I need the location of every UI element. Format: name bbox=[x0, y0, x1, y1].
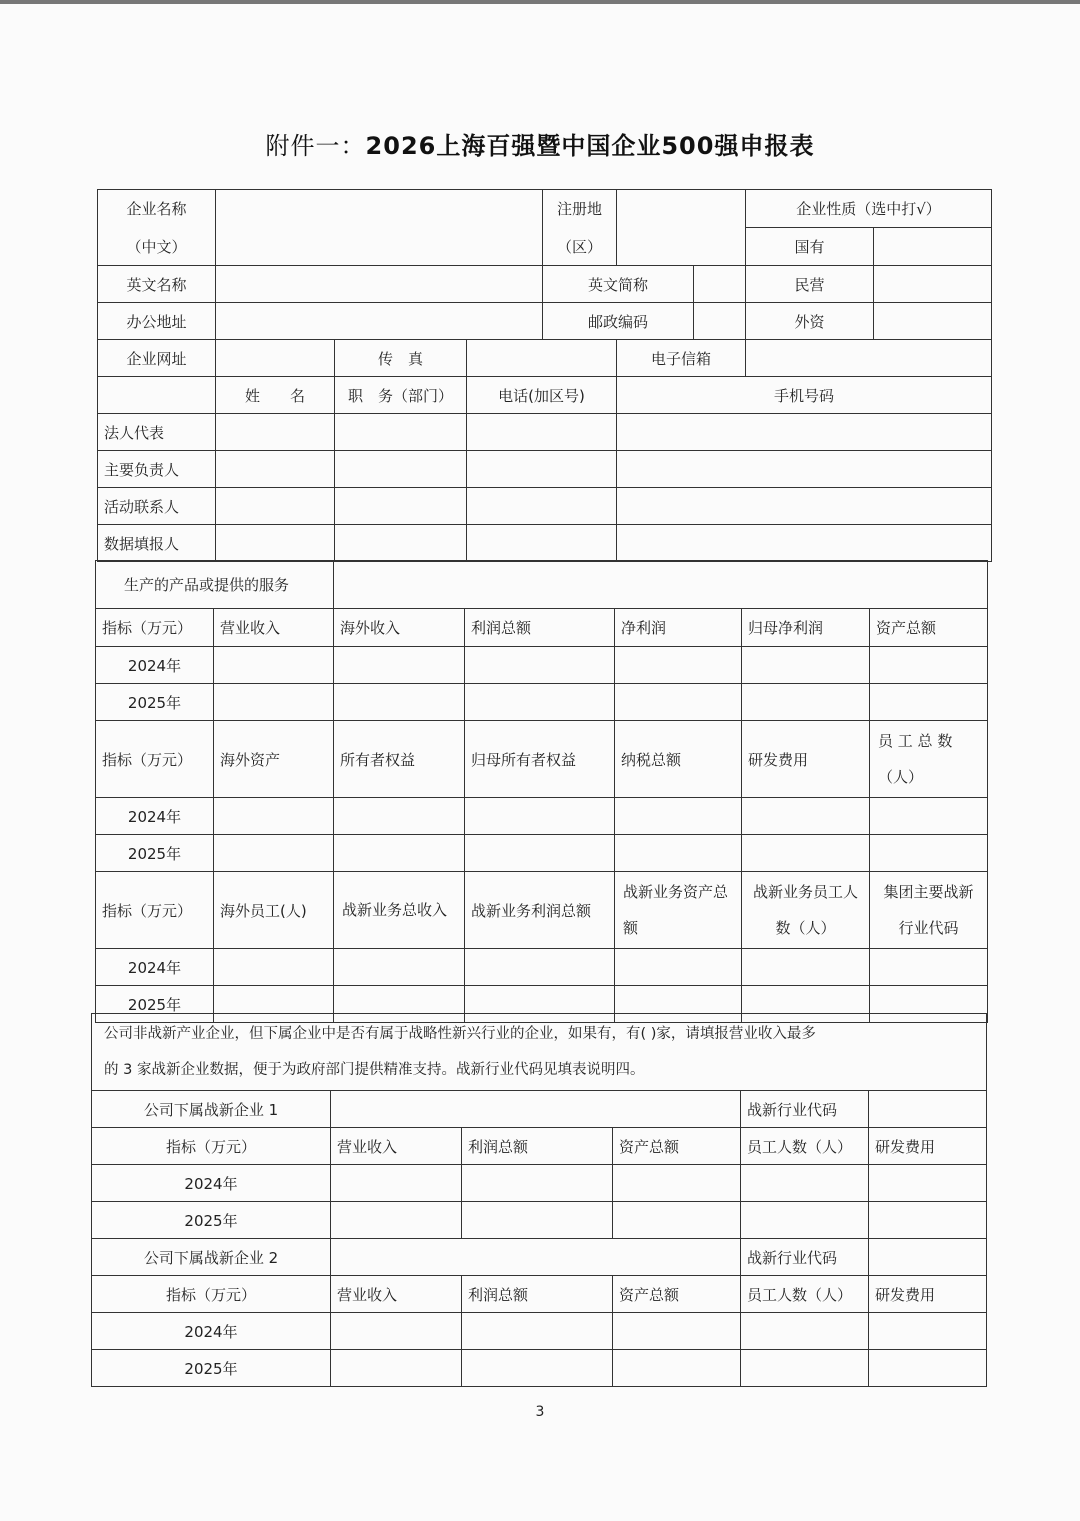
block3-header: 集团主要战新行业代码 bbox=[870, 872, 988, 949]
data-cell[interactable] bbox=[742, 684, 870, 721]
data-cell[interactable] bbox=[331, 1165, 462, 1202]
data-cell[interactable] bbox=[462, 1165, 613, 1202]
contact-cell[interactable] bbox=[216, 451, 335, 488]
indicator-label: 指标（万元） bbox=[96, 872, 214, 949]
website-field[interactable] bbox=[216, 340, 335, 377]
data-cell[interactable] bbox=[870, 798, 988, 835]
en-short-label: 英文简称 bbox=[543, 266, 694, 303]
sub-header: 员工人数（人） bbox=[741, 1276, 869, 1313]
block3-header: 海外员工(人) bbox=[214, 872, 334, 949]
company-nature-label: 企业性质（选中打√） bbox=[746, 190, 992, 228]
sub1-code-label: 战新行业代码 bbox=[741, 1091, 869, 1128]
contact-cell[interactable] bbox=[617, 488, 992, 525]
data-cell[interactable] bbox=[465, 684, 615, 721]
data-cell[interactable] bbox=[334, 684, 465, 721]
year-label: 2024年 bbox=[92, 1313, 331, 1350]
contact-cell[interactable] bbox=[216, 414, 335, 451]
data-cell[interactable] bbox=[613, 1350, 741, 1387]
subsidiary-1-label: 公司下属战新企业 1 bbox=[92, 1091, 331, 1128]
email-label: 电子信箱 bbox=[617, 340, 746, 377]
indicator-label: 指标（万元） bbox=[96, 609, 214, 647]
products-label: 生产的产品或提供的服务 bbox=[96, 561, 334, 609]
year-label: 2025年 bbox=[96, 986, 214, 1023]
contact-cell[interactable] bbox=[216, 488, 335, 525]
data-cell[interactable] bbox=[869, 1313, 987, 1350]
data-cell[interactable] bbox=[615, 684, 742, 721]
data-cell[interactable] bbox=[334, 835, 465, 872]
financial-table bbox=[95, 560, 988, 1023]
note-line-2: 的 3 家战新企业数据，便于为政府部门提供精准支持。战新行业代码见填表说明四。 bbox=[104, 1062, 645, 1078]
sub-header: 研发费用 bbox=[869, 1276, 987, 1313]
data-cell[interactable] bbox=[465, 835, 615, 872]
block1-header: 归母净利润 bbox=[742, 609, 870, 647]
company-name-sub: （中文） bbox=[98, 228, 216, 266]
en-short-field[interactable] bbox=[694, 266, 746, 303]
scan-top-edge bbox=[0, 0, 1080, 4]
data-cell[interactable] bbox=[331, 1313, 462, 1350]
reg-place-field[interactable] bbox=[617, 190, 746, 266]
fax-field[interactable] bbox=[467, 340, 617, 377]
data-cell[interactable] bbox=[465, 798, 615, 835]
block3-header: 战新业务利润总额 bbox=[465, 872, 615, 949]
sub-header: 利润总额 bbox=[462, 1276, 613, 1313]
state-owned-check[interactable] bbox=[874, 228, 992, 266]
private-label: 民营 bbox=[746, 266, 874, 303]
office-addr-label: 办公地址 bbox=[98, 303, 216, 340]
data-cell[interactable] bbox=[334, 949, 465, 986]
data-cell[interactable] bbox=[615, 949, 742, 986]
data-cell[interactable] bbox=[742, 798, 870, 835]
subsidiary-table bbox=[91, 1013, 987, 1387]
data-cell[interactable] bbox=[613, 1165, 741, 1202]
page-title bbox=[0, 126, 1080, 161]
contact-row-label: 活动联系人 bbox=[98, 488, 216, 525]
fax-label: 传 真 bbox=[335, 340, 467, 377]
data-cell[interactable] bbox=[214, 798, 334, 835]
en-name-field[interactable] bbox=[216, 266, 543, 303]
page-number: 3 bbox=[535, 1404, 545, 1420]
data-cell[interactable] bbox=[615, 835, 742, 872]
contact-cell[interactable] bbox=[335, 525, 467, 562]
reg-place-sub: （区） bbox=[543, 228, 617, 266]
data-cell[interactable] bbox=[615, 647, 742, 684]
sub2-code-label: 战新行业代码 bbox=[741, 1239, 869, 1276]
block1-header: 利润总额 bbox=[465, 609, 615, 647]
contact-row-label: 法人代表 bbox=[98, 414, 216, 451]
year-label: 2025年 bbox=[92, 1202, 331, 1239]
data-cell[interactable] bbox=[741, 1313, 869, 1350]
sub2-code-field[interactable] bbox=[869, 1239, 987, 1276]
contact-title-header: 职 务（部门） bbox=[335, 377, 467, 414]
contact-cell[interactable] bbox=[617, 451, 992, 488]
contact-phone-header: 电话(加区号) bbox=[467, 377, 617, 414]
data-cell[interactable] bbox=[870, 647, 988, 684]
contact-cell[interactable] bbox=[617, 525, 992, 562]
contact-cell[interactable] bbox=[467, 414, 617, 451]
title-main: 2026上海百强暨中国企业500强申报表 bbox=[365, 132, 815, 160]
subsidiary-2-label: 公司下属战新企业 2 bbox=[92, 1239, 331, 1276]
postal-code-label: 邮政编码 bbox=[543, 303, 694, 340]
contact-cell[interactable] bbox=[335, 488, 467, 525]
data-cell[interactable] bbox=[870, 835, 988, 872]
contact-row-label: 主要负责人 bbox=[98, 451, 216, 488]
data-cell[interactable] bbox=[214, 684, 334, 721]
year-label: 2024年 bbox=[92, 1165, 331, 1202]
data-cell[interactable] bbox=[869, 1350, 987, 1387]
data-cell[interactable] bbox=[462, 1313, 613, 1350]
year-label: 2025年 bbox=[92, 1350, 331, 1387]
contact-cell[interactable] bbox=[467, 525, 617, 562]
email-field[interactable] bbox=[746, 340, 992, 377]
products-field[interactable] bbox=[334, 561, 988, 609]
block1-header: 海外收入 bbox=[334, 609, 465, 647]
block2-header: 员 工 总 数（人） bbox=[870, 721, 988, 798]
en-name-label: 英文名称 bbox=[98, 266, 216, 303]
title-prefix: 附件一： bbox=[265, 132, 366, 160]
foreign-check[interactable] bbox=[874, 303, 992, 340]
office-addr-field[interactable] bbox=[216, 303, 543, 340]
sub1-code-field[interactable] bbox=[869, 1091, 987, 1128]
sub-header: 资产总额 bbox=[613, 1128, 741, 1165]
year-label: 2025年 bbox=[96, 835, 214, 872]
data-cell[interactable] bbox=[870, 684, 988, 721]
data-cell[interactable] bbox=[462, 1350, 613, 1387]
block2-header: 所有者权益 bbox=[334, 721, 465, 798]
data-cell[interactable] bbox=[742, 647, 870, 684]
data-cell[interactable] bbox=[613, 1202, 741, 1239]
data-cell[interactable] bbox=[613, 1313, 741, 1350]
contact-cell[interactable] bbox=[617, 414, 992, 451]
indicator-label: 指标（万元） bbox=[92, 1128, 331, 1165]
block1-header: 资产总额 bbox=[870, 609, 988, 647]
contact-cell[interactable] bbox=[467, 451, 617, 488]
subsidiary-1-name-field[interactable] bbox=[331, 1091, 741, 1128]
website-label: 企业网址 bbox=[98, 340, 216, 377]
data-cell[interactable] bbox=[214, 835, 334, 872]
contact-cell[interactable] bbox=[335, 451, 467, 488]
block2-header: 归母所有者权益 bbox=[465, 721, 615, 798]
year-label: 2025年 bbox=[96, 684, 214, 721]
data-cell[interactable] bbox=[742, 949, 870, 986]
block1-header: 净利润 bbox=[615, 609, 742, 647]
data-cell[interactable] bbox=[742, 835, 870, 872]
data-cell[interactable] bbox=[465, 647, 615, 684]
contact-cell[interactable] bbox=[216, 525, 335, 562]
block3-header: 战新业务员工人数（人） bbox=[742, 872, 870, 949]
data-cell[interactable] bbox=[334, 798, 465, 835]
sub-header: 营业收入 bbox=[331, 1128, 462, 1165]
sub-header: 研发费用 bbox=[869, 1128, 987, 1165]
reg-place-label: 注册地 bbox=[543, 190, 617, 228]
state-owned-label: 国有 bbox=[746, 228, 874, 266]
block1-header: 营业收入 bbox=[214, 609, 334, 647]
block2-header: 纳税总额 bbox=[615, 721, 742, 798]
contact-name-header: 姓 名 bbox=[216, 377, 335, 414]
year-label: 2024年 bbox=[96, 647, 214, 684]
data-cell[interactable] bbox=[465, 949, 615, 986]
block2-header: 海外资产 bbox=[214, 721, 334, 798]
contact-cell[interactable] bbox=[335, 414, 467, 451]
block3-header: 战新业务资产总额 bbox=[615, 872, 742, 949]
sub-header: 员工人数（人） bbox=[741, 1128, 869, 1165]
year-label: 2024年 bbox=[96, 949, 214, 986]
company-name-field[interactable] bbox=[216, 190, 543, 266]
data-cell[interactable] bbox=[615, 798, 742, 835]
data-cell[interactable] bbox=[462, 1202, 613, 1239]
data-cell[interactable] bbox=[870, 949, 988, 986]
sub-header: 营业收入 bbox=[331, 1276, 462, 1313]
data-cell[interactable] bbox=[869, 1202, 987, 1239]
contacts-corner bbox=[98, 377, 216, 414]
basic-info-table bbox=[97, 189, 992, 562]
data-cell[interactable] bbox=[741, 1350, 869, 1387]
data-cell[interactable] bbox=[741, 1165, 869, 1202]
contact-cell[interactable] bbox=[467, 488, 617, 525]
data-cell[interactable] bbox=[741, 1202, 869, 1239]
foreign-label: 外资 bbox=[746, 303, 874, 340]
contact-row-label: 数据填报人 bbox=[98, 525, 216, 562]
note-line-1: 公司非战新产业企业，但下属企业中是否有属于战略性新兴行业的企业，如果有，有( )家，请填报营业收入最多 bbox=[104, 1026, 816, 1042]
sub-header: 利润总额 bbox=[462, 1128, 613, 1165]
data-cell[interactable] bbox=[331, 1202, 462, 1239]
data-cell[interactable] bbox=[334, 647, 465, 684]
sub-header: 资产总额 bbox=[613, 1276, 741, 1313]
private-check[interactable] bbox=[874, 266, 992, 303]
postal-code-field[interactable] bbox=[694, 303, 746, 340]
indicator-label: 指标（万元） bbox=[92, 1276, 331, 1313]
year-label: 2024年 bbox=[96, 798, 214, 835]
data-cell[interactable] bbox=[869, 1165, 987, 1202]
data-cell[interactable] bbox=[214, 647, 334, 684]
subsidiary-2-name-field[interactable] bbox=[331, 1239, 741, 1276]
data-cell[interactable] bbox=[331, 1350, 462, 1387]
indicator-label: 指标（万元） bbox=[96, 721, 214, 798]
strategic-note bbox=[92, 1014, 987, 1091]
block2-header: 研发费用 bbox=[742, 721, 870, 798]
data-cell[interactable] bbox=[214, 949, 334, 986]
company-name-label: 企业名称 bbox=[98, 190, 216, 228]
block3-header: 战新业务总收入 bbox=[334, 872, 465, 949]
contact-mobile-header: 手机号码 bbox=[617, 377, 992, 414]
